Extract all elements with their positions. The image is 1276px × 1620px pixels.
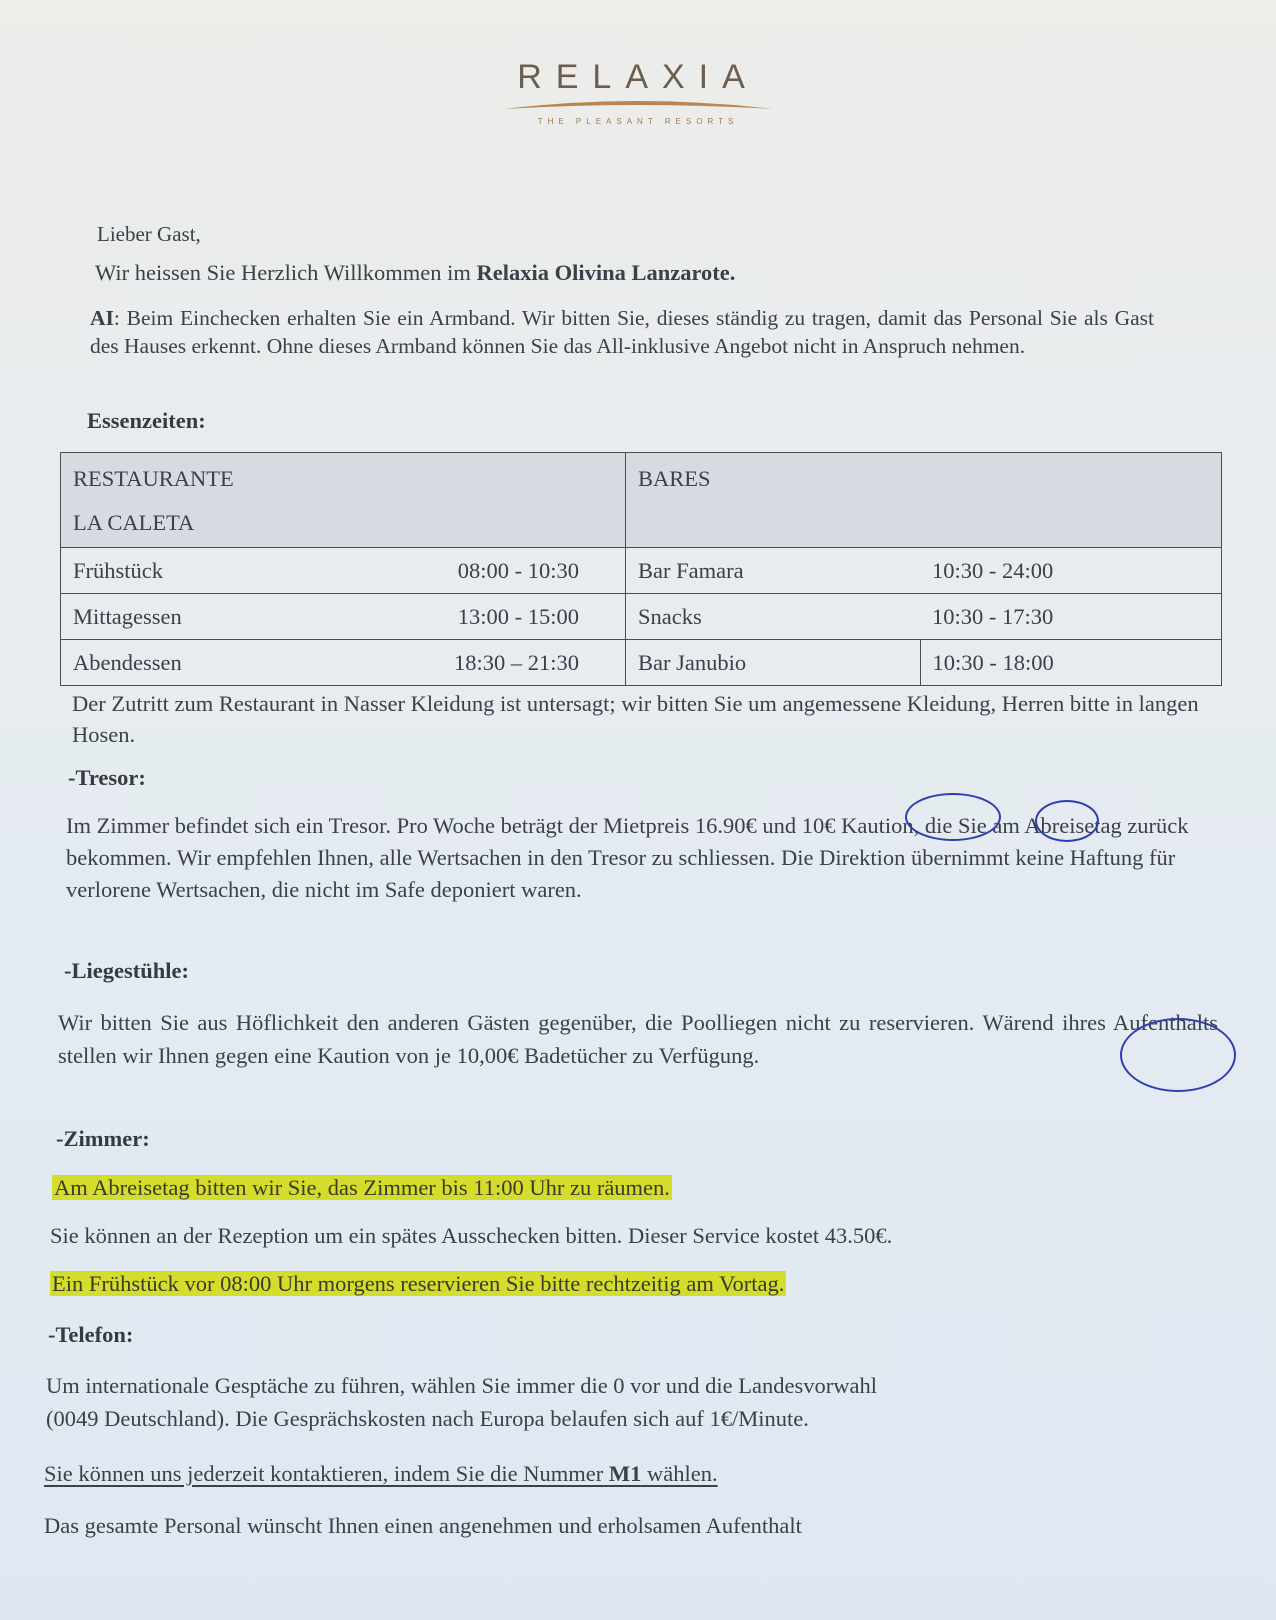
telefon-line-2: (0049 Deutschland). Die Gesprächskosten nach Europa belaufen sich auf 1€/Minute.: [46, 1406, 809, 1431]
dress-code-note: Der Zutritt zum Restaurant in Nasser Kleidung ist untersagt; wir bitten Sie um angemessene Kleidung, Herren bitte in langen Hosen.: [72, 691, 1199, 747]
safe-deposit: 10€: [801, 813, 836, 838]
contact-number: M1: [608, 1461, 642, 1486]
bars-header-label: BARES: [638, 466, 711, 491]
closing-line: Das gesamte Personal wünscht Ihnen einen angenehmen und erholsamen Aufenthalt: [44, 1513, 802, 1538]
bars-header: [626, 453, 1222, 548]
safe-price: 16.90€: [694, 813, 757, 838]
meal-name: Mittagessen: [73, 603, 182, 629]
table-row: [61, 548, 1222, 594]
greeting: Lieber Gast,: [97, 222, 201, 246]
logo-swoosh-icon: [498, 97, 778, 115]
pen-circle-price: [905, 793, 1001, 841]
restaurant-header: [61, 453, 626, 548]
zimmer-heading: -Zimmer:: [56, 1126, 150, 1151]
logo-tagline: THE PLEASANT RESORTS: [537, 117, 739, 126]
early-breakfast-line: Ein Frühstück vor 08:00 Uhr morgens reservieren Sie bitte rechtzeitig am Vortag.: [52, 1271, 785, 1296]
bar-name: Snacks: [626, 594, 921, 640]
pen-circle-towel-deposit: [1120, 1018, 1236, 1092]
ai-text: : Beim Einchecken erhalten Sie ein Armband. Wir bitten Sie, dieses ständig zu tragen, damit das Personal Sie als Gast des Hauses erkennt. Ohne dieses Armband können Sie das All-inklusive Angebot nicht in Anspruch nehmen.: [90, 306, 1154, 358]
hotel-name: Relaxia Olivina Lanzarote.: [476, 260, 736, 285]
bar-time: 10:30 - 24:00: [920, 548, 1222, 594]
bar-time: 10:30 - 18:00: [920, 640, 1222, 686]
meal-time: 18:30 – 21:30: [453, 649, 579, 675]
ai-paragraph: [90, 304, 1154, 360]
meal-times-table: [60, 452, 1222, 686]
telefon-heading: -Telefon:: [48, 1322, 134, 1347]
relaxia-logo: [0, 58, 1276, 126]
tresor-paragraph: Im Zimmer befindet sich ein Tresor. Pro Woche beträgt der Mietpreis 16.90€ und 10€ Kaution, die Sie am Abreisetag zurück bekommen. Wir empfehlen Ihnen, alle Wertsachen in den Tresor zu schliessen. Die Direktion übernimmt keine Haftung für verlorene Wertsachen, die nicht im Safe deponiert waren.: [66, 813, 1189, 902]
bar-name: Bar Janubio: [626, 640, 921, 686]
meal-time: 08:00 - 10:30: [457, 557, 579, 583]
meal-time: 13:00 - 15:00: [457, 603, 579, 629]
meal-name: Frühstück: [73, 557, 163, 583]
table-row: [61, 594, 1222, 640]
pen-circle-deposit: [1035, 800, 1099, 842]
restaurant-header-line-1: RESTAURANTE: [73, 466, 234, 491]
checkout-time-line: Am Abreisetag bitten wir Sie, das Zimmer bis 11:00 Uhr zu räumen.: [54, 1175, 670, 1200]
late-checkout-line: Sie können an der Rezeption um ein spätes Ausschecken bitten. Dieser Service kostet 43.50€.: [50, 1223, 893, 1248]
tresor-heading: -Tresor:: [68, 765, 146, 790]
ai-label: AI: [90, 306, 114, 330]
essenzeiten-heading: Essenzeiten:: [87, 408, 206, 433]
contact-line: Sie können uns jederzeit kontaktieren, indem Sie die Nummer M1 wählen.: [44, 1461, 718, 1486]
table-row: [61, 640, 1222, 686]
bar-time: 10:30 - 17:30: [920, 594, 1222, 640]
liegestuehle-heading: -Liegestühle:: [64, 958, 189, 983]
liegestuehle-paragraph: Wir bitten Sie aus Höflichkeit den anderen Gästen gegenüber, die Poolliegen nicht zu reservieren. Wärend ihres Aufenthalts stellen wir Ihnen gegen eine Kaution von je 10,00€ Badetücher zu Verfügung.: [58, 1010, 1218, 1068]
bar-name: Bar Famara: [626, 548, 921, 594]
welcome-line: [95, 257, 735, 289]
telefon-line-1: Um internationale Gesptäche zu führen, wählen Sie immer die 0 vor und die Landesvorwahl: [46, 1373, 877, 1398]
meal-name: Abendessen: [73, 649, 182, 675]
restaurant-header-line-2: LA CALETA: [73, 510, 195, 535]
logo-wordmark: RELAXIA: [517, 58, 759, 96]
welcome-text: Wir heissen Sie Herzlich Willkommen im: [95, 260, 477, 285]
